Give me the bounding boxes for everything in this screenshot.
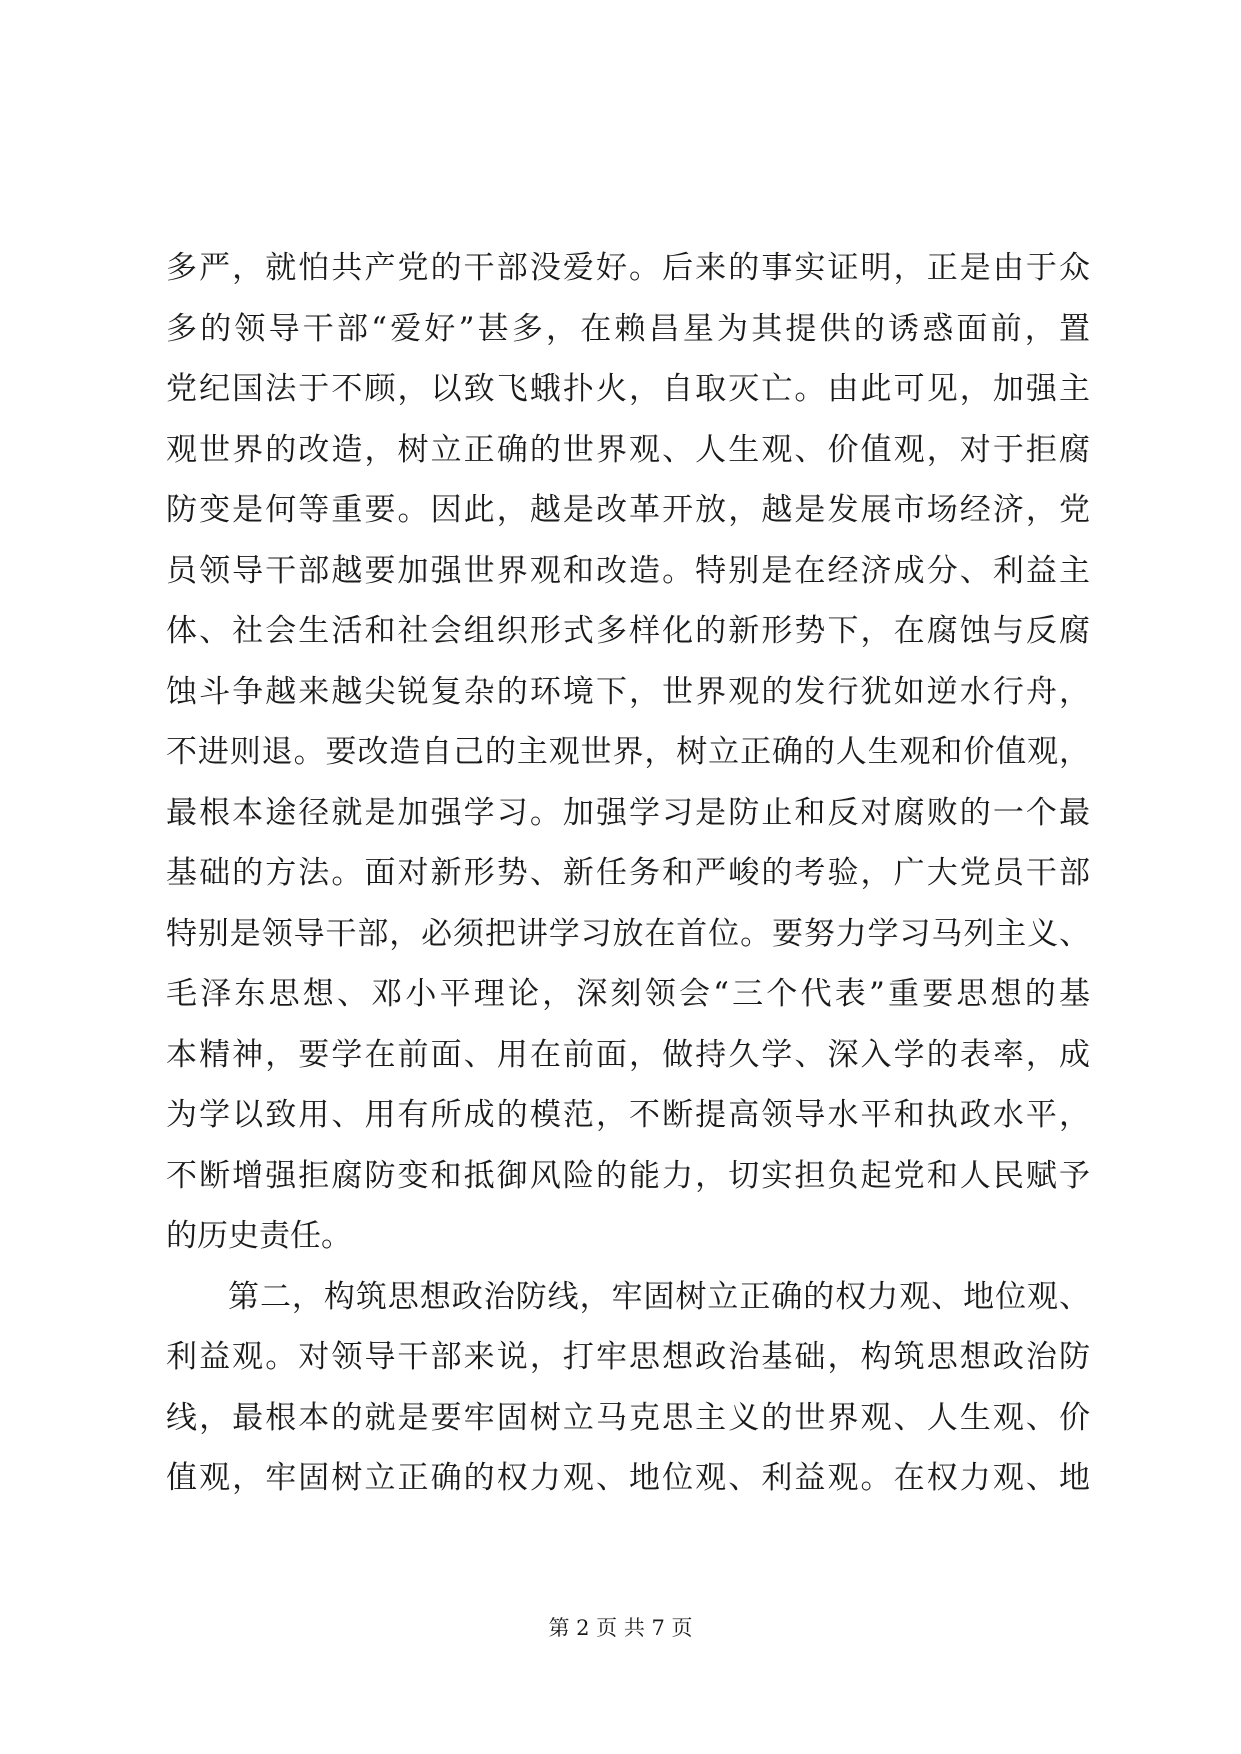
text-line: 观世界的改造，树立正确的世界观、人生观、价值观，对于拒腐 [166,431,1090,468]
text-line: 毛泽东思想、邓小平理论，深刻领会“三个代表”重要思想的基 [166,976,1090,1012]
text-line: 基础的方法。面对新形势、新任务和严峻的考验，广大党员干部 [166,855,1090,891]
text-line: 蚀斗争越来越尖锐复杂的环境下，世界观的发行犹如逆水行舟， [166,673,1090,710]
text-line: 第二，构筑思想政治防线，牢固树立正确的权力观、地位观、 [228,1278,1090,1315]
text-line: 特别是领导干部，必须把讲学习放在首位。要努力学习马列主义、 [166,915,1090,952]
text-line: 不断增强拒腐防变和抵御风险的能力，切实担负起党和人民赋予 [166,1157,1090,1194]
text-line: 为学以致用、用有所成的模范，不断提高领导水平和执政水平， [166,1097,1090,1133]
text-line: 党纪国法于不顾，以致飞蛾扑火，自取灭亡。由此可见，加强主 [166,371,1090,407]
text-line: 不进则退。要改造自己的主观世界，树立正确的人生观和价值观， [166,734,1090,770]
text-line: 本精神，要学在前面、用在前面，做持久学、深入学的表率，成 [166,1036,1090,1073]
document-body [166,238,1090,1509]
text-line: 体、社会生活和社会组织形式多样化的新形势下，在腐蚀与反腐 [166,613,1090,649]
paragraph-1 [166,238,1090,1267]
text-line: 最根本途径就是加强学习。加强学习是防止和反对腐败的一个最 [166,794,1090,831]
text-line: 防变是何等重要。因此，越是改革开放，越是发展市场经济，党 [166,492,1090,528]
paragraph-2 [166,1267,1090,1509]
text-line: 员领导干部越要加强世界观和改造。特别是在经济成分、利益主 [166,552,1090,589]
text-line: 利益观。对领导干部来说，打牢思想政治基础，构筑思想政治防 [166,1339,1090,1375]
text-line: 的历史责任。 [166,1218,352,1254]
text-line: 值观，牢固树立正确的权力观、地位观、利益观。在权力观、地 [166,1460,1090,1496]
text-line: 多严，就怕共产党的干部没爱好。后来的事实证明，正是由于众 [166,250,1090,286]
text-line: 线，最根本的就是要牢固树立马克思主义的世界观、人生观、价 [166,1399,1090,1436]
text-line: 多的领导干部“爱好”甚多，在赖昌星为其提供的诱惑面前，置 [166,310,1090,347]
page-number-footer: 第 2 页 共 7 页 [548,1616,693,1640]
